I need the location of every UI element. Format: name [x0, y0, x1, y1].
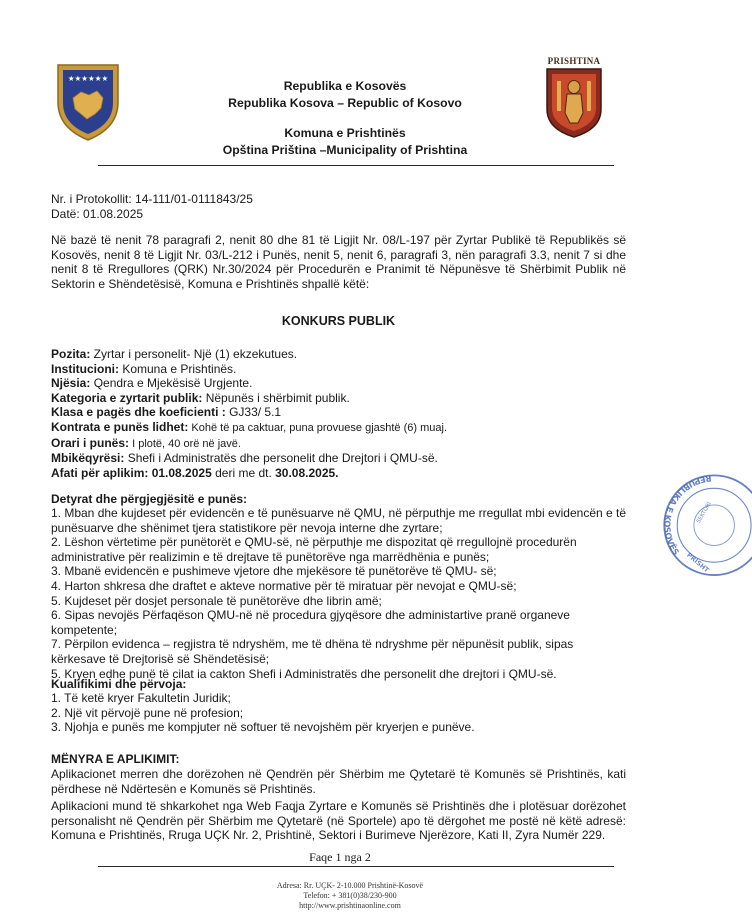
field-contract: Kontrata e punës lidhet: Kohë të pa caktuar, puna provuese gjashtë (6) muaj.	[51, 419, 448, 434]
field-unit: Njësia: Qendra e Mjekësisë Urgjente.	[51, 376, 253, 391]
application-paragraph-2: Aplikacioni mund të shkarkohet nga Web Faqja Zyrtare e Komunës së Prishtinës dhe i plotësuar dorëzohet personalisht në Qendrën për Shërbim me Qytetarë (në Sportele) apo të dërgohet me postë në këtë adresë: Komuna e Prishtinës, Rruga UÇK Nr. 2, Prishtinë, Sektori i Burimeve Njerëzore, Kati II, Zyra Numër 229.	[51, 799, 626, 843]
document-date: Datë: 01.08.2025	[51, 207, 144, 221]
list-item: 4. Harton shkresa dhe draftet e akteve normative për të miratuar për nevojat e QMU-së;	[51, 578, 517, 593]
field-supervisor: Mbikëqyrësi: Shefi i Administratës dhe personelit dhe Drejtori i QMU-së.	[51, 451, 438, 466]
field-salary-class: Klasa e pagës dhe koeficienti : GJ33/ 5.1	[51, 405, 282, 420]
footer-address: Adresa: Rr. UÇK- 2-10.000 Prishtinë-Kosovë	[276, 881, 424, 890]
field-deadline: Afati për aplikim: 01.08.2025 deri me dt. 30.08.2025.	[51, 465, 339, 480]
list-item: 5. Kujdeset për dosjet personale të punëtorëve dhe librin amë;	[51, 593, 382, 608]
qualifications-heading: Kualifikimi dhe përvoja:	[51, 677, 187, 691]
footer-divider	[98, 866, 614, 867]
prishtina-emblem-label: PRISHTINA	[547, 56, 601, 66]
svg-text:SEKTORI: SEKTORI	[695, 501, 713, 525]
header-line-country: Republika e Kosovës	[283, 79, 407, 93]
document-title: KONKURS PUBLIK	[281, 314, 396, 328]
list-item: 3. Mbanë evidencën e pushimeve vjetore dhe mjekësore të punëtorëve të QMU- së;	[51, 564, 497, 579]
protocol-number: Nr. i Protokollit: 14-111/01-0111843/25	[51, 192, 253, 206]
svg-text:PRISHT: PRISHT	[685, 551, 711, 575]
duties-list	[51, 506, 626, 681]
header-line-country-translations: Republika Kosova – Republic of Kosovo	[228, 96, 462, 110]
list-item: 3. Njohja e punës me kompjuter në softuer të nevojshëm për kryerjen e punëve.	[51, 720, 475, 735]
list-item: 5. Kryen edhe punë të cilat ia cakton Shefi i Administratës dhe personelit dhe drejtori i QMU-së.	[51, 666, 557, 681]
field-category: Kategoria e zyrtarit publik: Nëpunës i shërbimit publik.	[51, 390, 350, 405]
field-schedule: Orari i punës: I plotë, 40 orë në javë.	[51, 435, 241, 450]
footer-phone: Telefon: + 381(0)38/230-900	[303, 891, 397, 900]
field-institution: Institucioni: Komuna e Prishtinës.	[51, 361, 237, 376]
page-number: Faqe 1 nga 2	[309, 850, 371, 864]
position-details	[51, 347, 626, 480]
field-position: Pozita: Zyrtar i personelit- Një (1) ekzekutues.	[51, 347, 298, 361]
header-line-municipality-translations: Opština Priština –Municipality of Prishtina	[222, 143, 468, 157]
list-item: 2. Një vit përvojë pune në profesion;	[51, 705, 244, 720]
svg-text:★★★★★★: ★★★★★★	[67, 74, 109, 83]
footer-website: http://www.prishtinaonline.com	[299, 901, 401, 910]
header-divider	[98, 165, 614, 166]
application-heading: MËNYRA E APLIKIMIT:	[51, 752, 180, 766]
list-item: 7. Përpilon evidenca – regjistra të ndryshëm, me të dhëna të ndryshme për nëpunësit publik, sipas kërkesave të Drejtorisë së Shëndetësisë;	[51, 637, 574, 666]
qualifications-list	[51, 691, 626, 735]
header-line-municipality: Komuna e Prishtinës	[284, 126, 406, 140]
legal-basis-paragraph: Në bazë të nenit 78 paragrafi 2, nenit 80 dhe 81 të Ligjit Nr. 08/L-197 për Zyrtar Publikë të Republikës së Kosovës, nenit 8 të Ligjit Nr. 03/L-212 i Punës, nenit 5, nenit 6, paragrafi 3, nën paragrafi 3.3, nenit 7 si dhe nenit 8 të Rregullores (QRK) Nr.30/2024 për Procedurën e Pranimit të Nëpunësve të Shërbimit Publik në Sektorin e Shëndetësisë, Komuna e Prishtinës shpallë këtë:	[51, 233, 626, 291]
list-item: 1. Mban dhe kujdeset për evidencën e të punësuarve në QMU, në përputhje me rregullat mbi evidencën e të punësuarve dhe shënimet tjera statistikore për nevoja interne dhe zyrtare;	[51, 506, 627, 535]
list-item: 1. Të ketë kryer Fakultetin Juridik;	[51, 691, 231, 705]
svg-text:REPUBLIKA E KOSOVËS: REPUBLIKA E KOSOVËS	[662, 473, 713, 558]
list-item: 6. Sipas nevojës Përfaqëson QMU-në në procedura gjyqësore dhe administartive pranë organeve kompetente;	[51, 608, 570, 637]
prishtina-emblem-icon	[545, 67, 603, 139]
duties-heading: Detyrat dhe përgjegjësitë e punës:	[51, 492, 248, 506]
application-paragraph-1: Aplikacionet merren dhe dorëzohen në Qendrën për Shërbim me Qytetarë të Komunës së Prishtinës, kati përdhese në Ndërtesën e Komunës së Prishtinës.	[51, 767, 626, 796]
official-stamp-icon	[632, 468, 752, 588]
list-item: 2. Lëshon vërtetime për punëtorët e QMU-së, në përputhje me dispozitat që rregullojnë procedurën administrative për realizimin e të drejtave të punëtorëve nga marrëdhënia e punës;	[51, 535, 577, 564]
kosovo-coat-of-arms-icon	[55, 62, 121, 142]
